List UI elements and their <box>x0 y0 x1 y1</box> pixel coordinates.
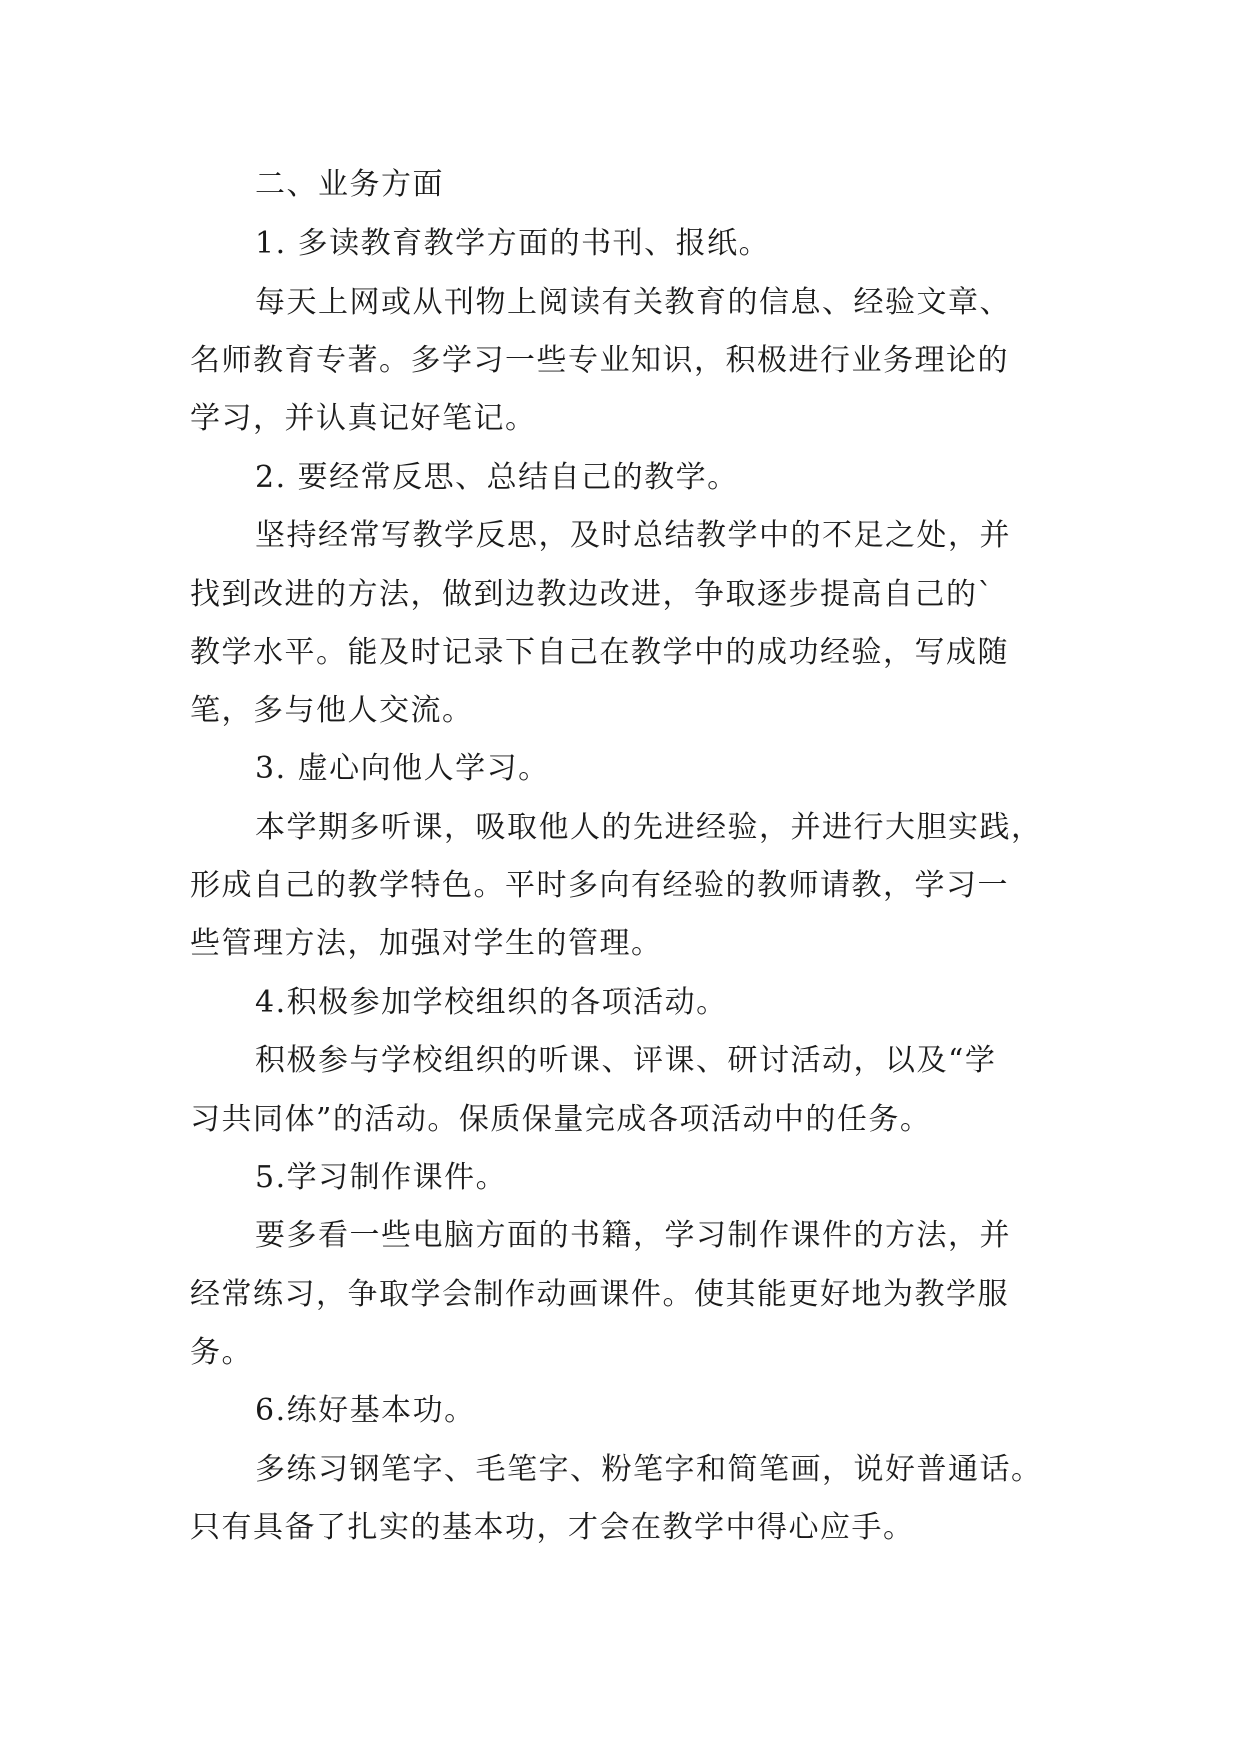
paragraph-line: 务。 <box>190 1335 253 1370</box>
item-heading: 3. 虚心向他人学习。 <box>255 751 550 786</box>
item-heading: 6.练好基本功。 <box>255 1393 476 1428</box>
item-heading: 5.学习制作课件。 <box>255 1160 508 1195</box>
paragraph-line: 每天上网或从刊物上阅读有关教育的信息、经验文章、 <box>255 285 1011 320</box>
paragraph-line: 坚持经常写教学反思，及时总结教学中的不足之处，并 <box>255 518 1011 553</box>
paragraph-line: 只有具备了扎实的基本功，才会在教学中得心应手。 <box>190 1510 915 1545</box>
item-heading: 1. 多读教育教学方面的书刊、报纸。 <box>255 226 771 261</box>
paragraph-line: 笔，多与他人交流。 <box>190 693 474 728</box>
paragraph-line: 学习，并认真记好笔记。 <box>190 401 537 436</box>
paragraph-line: 习共同体”的活动。保质保量完成各项活动中的任务。 <box>190 1102 932 1137</box>
paragraph-line: 教学水平。能及时记录下自己在教学中的成功经验，写成随 <box>190 635 1009 670</box>
paragraph-line: 找到改进的方法，做到边教边改进，争取逐步提高自己的` <box>190 577 994 612</box>
paragraph-line: 形成自己的教学特色。平时多向有经验的教师请教，学习一 <box>190 868 1009 903</box>
item-heading: 2. 要经常反思、总结自己的教学。 <box>255 460 739 495</box>
paragraph-line: 多练习钢笔字、毛笔字、粉笔字和简笔画，说好普通话。 <box>255 1452 1043 1487</box>
paragraph-line: 些管理方法，加强对学生的管理。 <box>190 926 663 961</box>
paragraph-line: 名师教育专著。多学习一些专业知识，积极进行业务理论的 <box>190 343 1009 378</box>
item-heading: 4.积极参加学校组织的各项活动。 <box>255 985 728 1020</box>
section-heading: 二、业务方面 <box>255 167 444 202</box>
paragraph-line: 要多看一些电脑方面的书籍，学习制作课件的方法，并 <box>255 1218 1011 1253</box>
paragraph-line: 本学期多听课，吸取他人的先进经验，并进行大胆实践， <box>255 810 1043 845</box>
paragraph-line: 经常练习，争取学会制作动画课件。使其能更好地为教学服 <box>190 1277 1009 1312</box>
paragraph-line: 积极参与学校组织的听课、评课、研讨活动，以及“学 <box>255 1043 997 1078</box>
